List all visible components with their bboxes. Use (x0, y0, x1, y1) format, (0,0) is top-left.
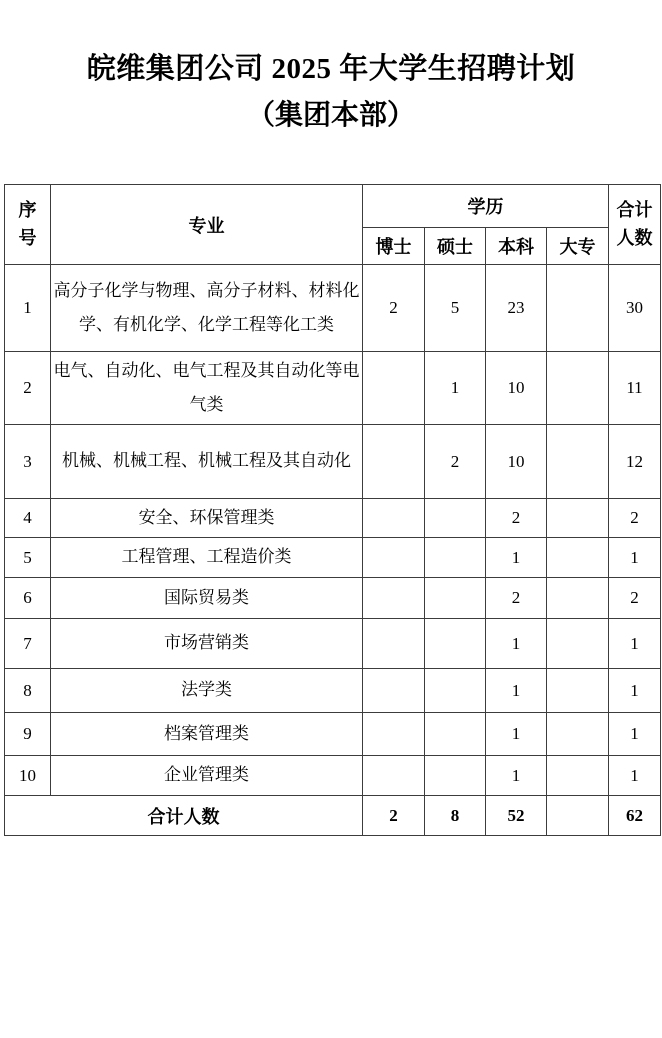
cell-total: 2 (609, 578, 661, 619)
table-row (5, 538, 661, 578)
cell-no: 3 (5, 425, 51, 499)
cell-bachelor: 2 (486, 578, 547, 619)
cell-major: 国际贸易类 (51, 578, 363, 619)
table-row (5, 756, 661, 796)
cell-junior-college (547, 538, 609, 578)
cell-master (425, 578, 486, 619)
cell-bachelor: 1 (486, 713, 547, 756)
cell-master: 1 (425, 352, 486, 425)
cell-no: 10 (5, 756, 51, 796)
cell-phd (363, 713, 425, 756)
cell-phd (363, 352, 425, 425)
cell-master (425, 499, 486, 538)
cell-junior-college (547, 499, 609, 538)
cell-bachelor: 1 (486, 669, 547, 713)
cell-major: 安全、环保管理类 (51, 499, 363, 538)
cell-total: 2 (609, 499, 661, 538)
cell-major: 工程管理、工程造价类 (51, 538, 363, 578)
table-row (5, 499, 661, 538)
cell-phd (363, 619, 425, 669)
total-junior-college (547, 796, 609, 836)
cell-master: 2 (425, 425, 486, 499)
cell-bachelor: 10 (486, 425, 547, 499)
total-master: 8 (425, 796, 486, 836)
cell-master (425, 619, 486, 669)
cell-no: 5 (5, 538, 51, 578)
cell-bachelor: 1 (486, 619, 547, 669)
cell-major: 企业管理类 (51, 756, 363, 796)
cell-phd (363, 669, 425, 713)
cell-total: 1 (609, 538, 661, 578)
cell-total: 12 (609, 425, 661, 499)
header-total-label: 合计人数 (616, 200, 653, 248)
cell-master (425, 669, 486, 713)
table-row (5, 352, 661, 425)
cell-master (425, 713, 486, 756)
cell-total: 30 (609, 265, 661, 352)
cell-phd (363, 425, 425, 499)
header-education-group: 学历 (363, 185, 609, 228)
cell-total: 11 (609, 352, 661, 425)
cell-phd (363, 578, 425, 619)
cell-master (425, 756, 486, 796)
total-row (5, 796, 661, 836)
cell-major: 高分子化学与物理、高分子材料、材料化学、有机化学、化学工程等化工类 (51, 265, 363, 352)
document-title: 皖维集团公司 2025 年大学生招聘计划 (86, 53, 576, 85)
cell-junior-college (547, 265, 609, 352)
total-row-label: 合计人数 (5, 796, 363, 836)
cell-bachelor: 1 (486, 756, 547, 796)
cell-no: 4 (5, 499, 51, 538)
cell-junior-college (547, 425, 609, 499)
table-row (5, 578, 661, 619)
cell-junior-college (547, 669, 609, 713)
cell-no: 6 (5, 578, 51, 619)
cell-major: 机械、机械工程、机械工程及其自动化 (51, 425, 363, 499)
total-phd: 2 (363, 796, 425, 836)
table-row (5, 669, 661, 713)
header-major: 专业 (51, 185, 363, 265)
document-subtitle: （集团本部） (246, 99, 415, 131)
cell-no: 8 (5, 669, 51, 713)
cell-no: 9 (5, 713, 51, 756)
cell-total: 1 (609, 619, 661, 669)
cell-junior-college (547, 352, 609, 425)
cell-phd: 2 (363, 265, 425, 352)
cell-bachelor: 1 (486, 538, 547, 578)
cell-bachelor: 2 (486, 499, 547, 538)
table-row (5, 619, 661, 669)
cell-master (425, 538, 486, 578)
cell-phd (363, 538, 425, 578)
cell-junior-college (547, 619, 609, 669)
cell-bachelor: 23 (486, 265, 547, 352)
recruitment-plan-table (4, 184, 661, 836)
cell-phd (363, 499, 425, 538)
header-index-label: 序号 (18, 200, 37, 248)
header-level-junior-college: 大专 (547, 228, 609, 265)
header-index (5, 185, 51, 265)
cell-total: 1 (609, 756, 661, 796)
header-total (609, 185, 661, 265)
cell-major: 档案管理类 (51, 713, 363, 756)
table-row (5, 425, 661, 499)
cell-junior-college (547, 713, 609, 756)
cell-no: 1 (5, 265, 51, 352)
cell-no: 7 (5, 619, 51, 669)
cell-total: 1 (609, 713, 661, 756)
cell-no: 2 (5, 352, 51, 425)
cell-major: 市场营销类 (51, 619, 363, 669)
cell-total: 1 (609, 669, 661, 713)
total-bachelor: 52 (486, 796, 547, 836)
total-overall: 62 (609, 796, 661, 836)
header-level-master: 硕士 (425, 228, 486, 265)
cell-major: 电气、自动化、电气工程及其自动化等电气类 (51, 352, 363, 425)
cell-master: 5 (425, 265, 486, 352)
cell-bachelor: 10 (486, 352, 547, 425)
cell-major: 法学类 (51, 669, 363, 713)
header-level-bachelor: 本科 (486, 228, 547, 265)
cell-junior-college (547, 578, 609, 619)
table-row (5, 713, 661, 756)
cell-phd (363, 756, 425, 796)
header-level-phd: 博士 (363, 228, 425, 265)
header-row-1 (5, 185, 661, 228)
cell-junior-college (547, 756, 609, 796)
table-row (5, 265, 661, 352)
